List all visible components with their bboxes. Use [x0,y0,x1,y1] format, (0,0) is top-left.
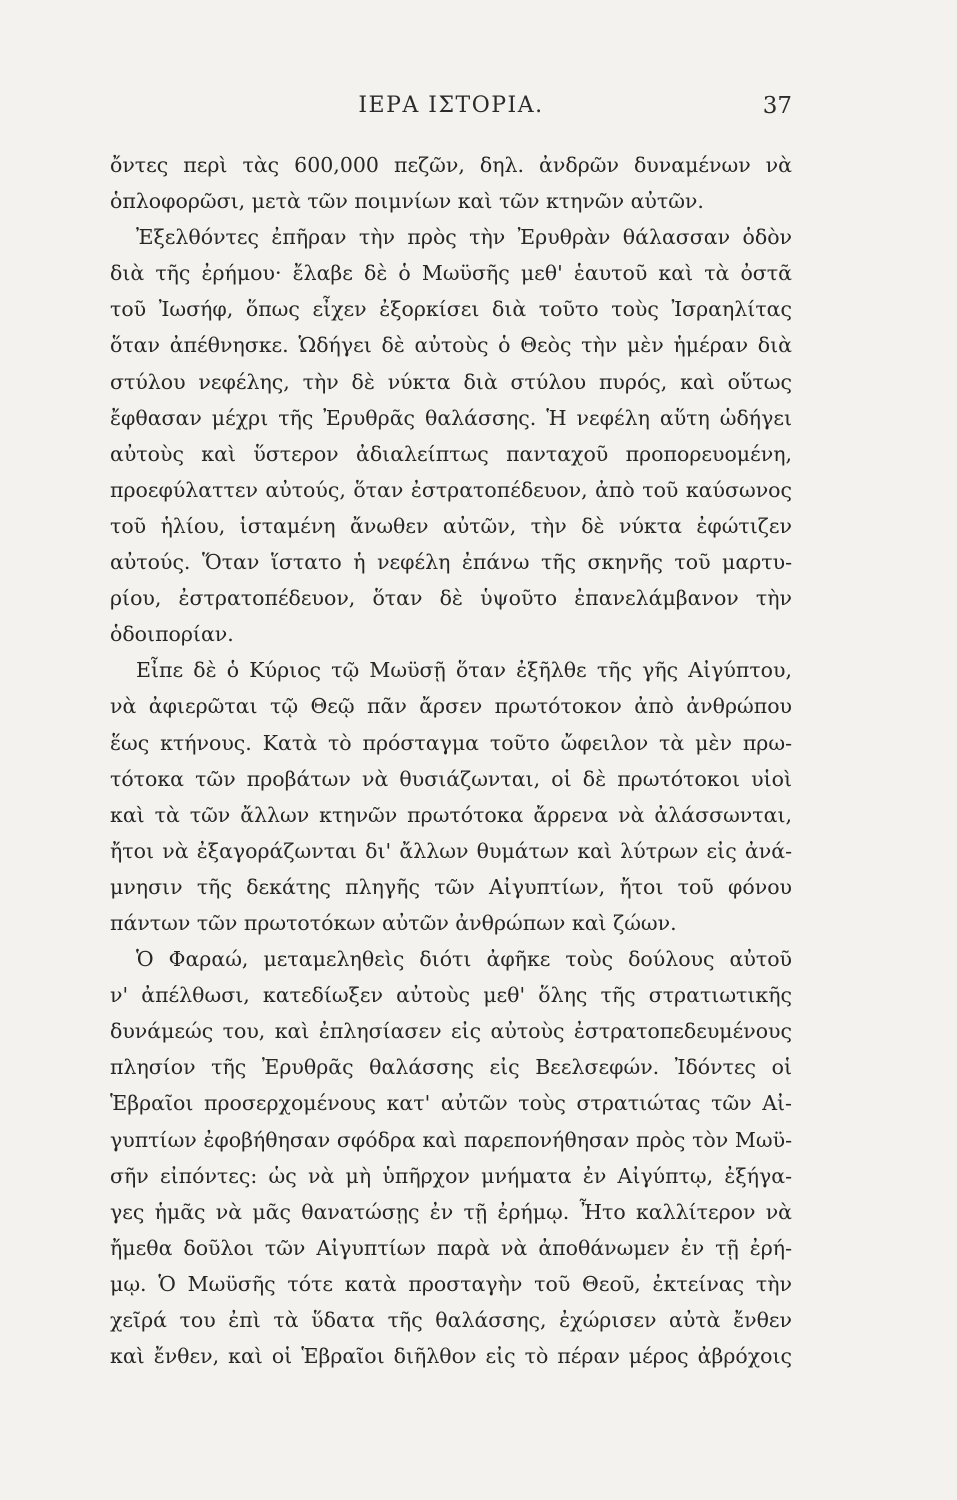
text-line: διὰ τῆς ἐρήμου· ἔλαβε δὲ ὁ Μωϋσῆς μεθ' ἑαυτοῦ καὶ τὰ ὀστᾶ [110,261,792,286]
text-line: μῳ. Ὁ Μωϋσῆς τότε κατὰ προσταγὴν τοῦ Θεοῦ, ἐκτείνας τὴν [110,1271,792,1296]
text-line: ρίου, ἐστρατοπέδευον, ὅταν δὲ ὑψοῦτο ἐπανελάμβανον τὴν [110,586,792,611]
text-line: δυνάμεώς του, καὶ ἐπλησίασεν εἰς αὐτοὺς ἐστρατοπεδευμένους [110,1019,792,1044]
text-line: μνησιν τῆς δεκάτης πληγῆς τῶν Αἰγυπτίων, ἤτοι τοῦ φόνου [110,874,792,899]
text-line: Ὁ Φαραώ, μεταμεληθεὶς διότι ἀφῆκε τοὺς δούλους αὐτοῦ [136,947,792,972]
text-line: Ἑβραῖοι προσερχομένους κατ' αὐτῶν τοὺς στρατιώτας τῶν Αἰ- [110,1091,792,1116]
text-line: Ἐξελθόντες ἐπῆραν τὴν πρὸς τὴν Ἐρυθρὰν θάλασσαν ὁδὸν [136,225,792,250]
text-line: γυπτίων ἐφοβήθησαν σφόδρα καὶ παρεπονήθησαν πρὸς τὸν Μωϋ- [110,1127,792,1152]
text-line: ν' ἀπέλθωσι, κατεδίωξεν αὐτοὺς μεθ' ὅλης τῆς στρατιωτικῆς [110,983,792,1008]
text-line: χεῖρά του ἐπὶ τὰ ὕδατα τῆς θαλάσσης, ἐχώρισεν αὐτὰ ἔνθεν [110,1308,792,1332]
text-line: ὁδοιπορίαν. [110,622,234,647]
text-line: γες ἡμᾶς νὰ μᾶς θανατώσῃς ἐν τῇ ἐρήμῳ. Ἦτο καλλίτερον νὰ [110,1199,792,1224]
page-number: 37 [762,93,792,119]
text-line: ἔφθασαν μέχρι τῆς Ἐρυθρᾶς θαλάσσης. Ἡ νεφέλη αὕτη ὡδήγει [110,405,792,430]
text-line: νὰ ἀφιερῶται τῷ Θεῷ πᾶν ἄρσεν πρωτότοκον ἀπὸ ἀνθρώπου [110,694,792,719]
text-line: καὶ ἔνθεν, καὶ οἱ Ἑβραῖοι διῆλθον εἰς τὸ πέραν μέρος ἀβρόχοις [110,1344,792,1369]
page-header [110,93,792,127]
body-text [110,147,792,1374]
text-line: ἤτοι νὰ ἐξαγοράζωνται δι' ἄλλων θυμάτων καὶ λύτρων εἰς ἀνά- [110,838,792,863]
text-line: τοῦ ἡλίου, ἱσταμένη ἄνωθεν αὐτῶν, τὴν δὲ νύκτα ἐφώτιζεν [110,513,792,538]
text-line: σῆν εἰπόντες: ὡς νὰ μὴ ὑπῆρχον μνήματα ἐν Αἰγύπτῳ, ἐξήγα- [110,1163,792,1188]
text-line: τότοκα τῶν προβάτων νὰ θυσιάζωνται, οἱ δὲ πρωτότοκοι υἱοὶ [110,766,792,791]
running-head: ΙΕΡΑ ΙΣΤΟΡΙΑ. [358,93,544,118]
text-line: ὄντες περὶ τὰς 600,000 πεζῶν, δηλ. ἀνδρῶν δυναμένων νὰ [110,153,792,177]
text-line: αὐτούς. Ὅταν ἵστατο ἡ νεφέλη ἐπάνω τῆς σκηνῆς τοῦ μαρτυ- [110,550,792,575]
text-line: Εἶπε δὲ ὁ Κύριος τῷ Μωϋσῇ ὅταν ἐξῆλθε τῆς γῆς Αἰγύπτου, [136,658,792,683]
text-line: ἤμεθα δοῦλοι τῶν Αἰγυπτίων παρὰ νὰ ἀποθάνωμεν ἐν τῇ ἐρή- [110,1235,792,1260]
text-line: προεφύλαττεν αὐτούς, ὅταν ἐστρατοπέδευον, ἀπὸ τοῦ καύσωνος [110,477,792,502]
text-line: ὁπλοφορῶσι, μετὰ τῶν ποιμνίων καὶ τῶν κτηνῶν αὐτῶν. [110,189,704,214]
text-line: πλησίον τῆς Ἐρυθρᾶς θαλάσσης εἰς Βεελσεφών. Ἰδόντες οἱ [110,1055,792,1080]
text-line: καὶ τὰ τῶν ἄλλων κτηνῶν πρωτότοκα ἄρρενα νὰ ἀλάσσωνται, [110,802,792,827]
text-line: πάντων τῶν πρωτοτόκων αὐτῶν ἀνθρώπων καὶ ζώων. [110,910,677,935]
text-line: ἕως κτήνους. Κατὰ τὸ πρόσταγμα τοῦτο ὤφειλον τὰ μὲν πρω- [110,730,792,755]
text-line: αὐτοὺς καὶ ὕστερον ἀδιαλείπτως πανταχοῦ προπορευομένη, [110,441,792,466]
text-line: στύλου νεφέλης, τὴν δὲ νύκτα διὰ στύλου πυρός, καὶ οὕτως [110,369,792,394]
text-line: ὅταν ἀπέθνησκε. Ὡδήγει δὲ αὐτοὺς ὁ Θεὸς τὴν μὲν ἡμέραν διὰ [110,333,792,358]
text-line: τοῦ Ἰωσήφ, ὅπως εἶχεν ἐξορκίσει διὰ τοῦτο τοὺς Ἰσραηλίτας [110,297,792,322]
